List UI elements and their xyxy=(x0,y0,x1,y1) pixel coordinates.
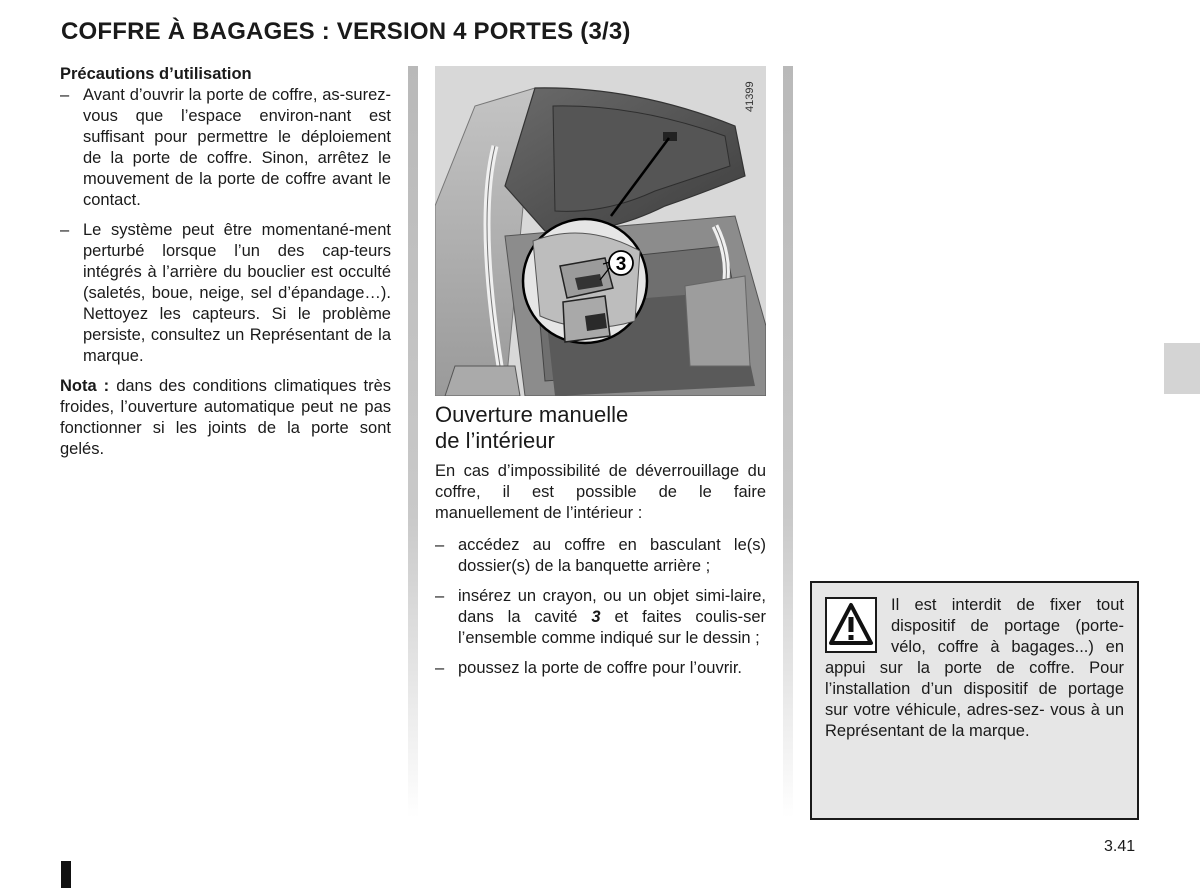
list-item: – Avant d’ouvrir la porte de coffre, as-surez-vous que l’espace environ-nant est suffisant pour permettre le déploiement de la porte de coffre. Sinon, arrêtez le mouvement de la porte de coffre avant le contact. xyxy=(60,85,391,211)
step2-text-before: insérez un crayon, ou un objet simi-laire, dans la cavité xyxy=(458,587,766,626)
crop-mark xyxy=(61,861,71,888)
warning-text: Il est interdit de fixer tout dispositif de portage (porte-vélo, coffre à bagages...) en appui sur la porte de coffre. Pour l’installation d’un dispositif de portage sur votre véhicule, adres-sez- vous à un Représentant de la marque. xyxy=(825,596,1124,740)
section-heading-line2: de l’intérieur xyxy=(435,428,555,453)
list-item xyxy=(435,586,766,649)
section-heading-line1: Ouverture manuelle xyxy=(435,402,629,427)
page-title: COFFRE À BAGAGES : VERSION 4 PORTES (3/3) xyxy=(61,18,631,45)
note-text: dans des conditions climatiques très froides, l’ouverture automatique peut ne pas fonctionner si les joints de la porte sont gelés. xyxy=(60,377,392,458)
callout-number: 3 xyxy=(615,254,627,275)
column-divider xyxy=(408,66,418,818)
page-number: 3.41 xyxy=(1104,838,1136,855)
section-heading xyxy=(435,402,628,454)
trunk-illustration xyxy=(435,66,766,396)
list-item: – accédez au coffre en basculant le(s) dossier(s) de la banquette arrière ; xyxy=(435,535,766,577)
step2-text-after: et faites coulis-ser l’ensemble comme indiqué sur le dessin ; xyxy=(458,608,766,647)
steps-list xyxy=(435,535,766,679)
list-item: – poussez la porte de coffre pour l’ouvrir. xyxy=(435,658,766,679)
figure-code: 41399 xyxy=(744,81,756,112)
middle-column xyxy=(435,461,766,688)
column-divider xyxy=(783,66,793,818)
list-item: – Le système peut être momentané-ment perturbé lorsque l’un des cap-teurs intégrés à l’arrière du bouclier est occulté (saletés, boue, neige, sel d’épandage…). Nettoyez les capteurs. Si le problème persiste, consultez un Représentant de la marque. xyxy=(60,220,391,367)
precautions-heading: Précautions d’utilisation xyxy=(60,65,252,83)
cavity-reference: 3 xyxy=(591,608,601,626)
left-column xyxy=(60,64,391,460)
chapter-tab xyxy=(1164,343,1200,394)
warning-triangle-icon xyxy=(825,597,877,653)
note-label: Nota : xyxy=(60,377,110,395)
intro-paragraph: En cas d’impossibilité de déverrouillage du coffre, il est possible de le faire manuellement de l’intérieur : xyxy=(435,462,766,522)
trunk-drawing xyxy=(435,66,766,396)
warning-box xyxy=(810,581,1139,820)
note-paragraph xyxy=(60,376,391,460)
precautions-list xyxy=(60,85,391,367)
